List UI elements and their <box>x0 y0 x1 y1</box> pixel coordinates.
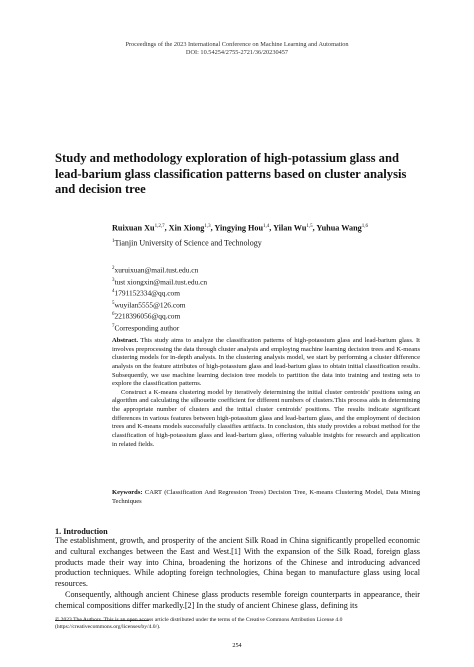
introduction-body <box>55 536 420 611</box>
email-marker: 3 <box>112 277 115 283</box>
corresponding-author-text: Corresponding author <box>114 323 180 333</box>
email-marker: 2 <box>112 266 115 271</box>
email-link[interactable]: 2218396056@qq.com <box>114 311 181 321</box>
author-name: Yuhua Wang <box>316 223 362 233</box>
author-affiliation-marker: 1,2,7 <box>154 224 165 229</box>
email-line <box>112 276 207 288</box>
page-number: 254 <box>232 642 242 649</box>
author-name: Yilan Wu <box>273 223 307 233</box>
license-footnote <box>55 617 420 632</box>
body-paragraph: Consequently, although ancient Chinese glass products resemble foreign counterparts in appearance, their chemical compositions differ markedly.[2] In the study of ancient Chinese glass, defining its <box>55 589 420 610</box>
author-emails <box>112 264 207 333</box>
email-marker: 4 <box>112 289 115 295</box>
email-marker: 6 <box>112 312 115 318</box>
email-link[interactable]: wuyilan5555@126.com <box>114 300 186 310</box>
email-link[interactable]: tust xiongxin@mail.tust.edu.cn <box>114 277 208 287</box>
email-line <box>112 287 207 299</box>
author-affiliation-marker: 1,3 <box>204 224 211 229</box>
keywords-label: Keywords: <box>112 489 143 496</box>
email-link[interactable]: xuruixuan@mail.tust.edu.cn <box>114 265 199 275</box>
email-marker: 7 <box>112 323 115 329</box>
paper-title: Study and methodology exploration of high-potassium glass and lead-barium glass classification patterns based on cluster analysis and decision tree <box>55 151 407 196</box>
email-link[interactable]: 1791152334@qq.com <box>114 288 180 298</box>
author-affiliation-marker: 1,5 <box>306 224 313 229</box>
email-marker: 5 <box>112 300 115 306</box>
abstract-text: This study aims to analyze the classification patterns of high-potassium glass and lead-barium glass. It involves preprocessing the data through cluster analysis and employing machine learning decision trees and K-means clustering models for in-depth analysis. In the clustering analysis model, we start by performing a cluster difference analysis on the feature attributes of high-potassium glass and lead-barium glass to obtain initial classification results. Subsequently, we use machine learning decision tree models to partition the data into training and testing sets to explore the classification patterns. <box>112 337 420 388</box>
license-url[interactable]: (https://creativecommons.org/licenses/by/4.0/). <box>55 624 161 631</box>
abstract-paragraph <box>112 337 420 389</box>
license-line: © 2023 The Authors. This is an open access article distributed under the terms of the Creative Commons Attribution License 4.0 <box>55 617 343 623</box>
proceedings-line: Proceedings of the 2023 International Conference on Machine Learning and Automation <box>125 41 349 48</box>
body-paragraph: The establishment, growth, and prosperity of the ancient Silk Road in China significantly propelled economic and cultural exchanges between the East and West.[1] With the expansion of the Silk Road, foreign glass products made their way into China, broadening the horizons of the Chinese and introducing advanced production techniques. While adopting foreign technologies, China began to manufacture glass using local resources. <box>55 536 420 588</box>
affiliation-marker: 1 <box>112 239 115 244</box>
abstract-paragraph: Construct a K-means clustering model by iteratively determining the initial cluster centroids' positions using an algorithm and calculating the silhouette coefficient for different numbers of clusters.This process aids in determining the appropriate number of clusters and the initial cluster centroids' positions. The results indicate significant differences in various features between high-potassium glass and lead-barium glass, and the employment of decision trees and K-means models successfully classifies artifacts. In conclusion, this study provides a robust method for the classification of high-potassium glass and lead-barium glass, offering valuable insights for research and application in related fields. <box>112 388 420 448</box>
email-line <box>112 299 207 311</box>
corresponding-author-note <box>112 322 207 334</box>
author-affiliation-marker: 1,4 <box>263 224 270 229</box>
affiliation-text: Tianjin University of Science and Technology <box>114 238 262 248</box>
abstract <box>112 337 420 449</box>
keywords <box>112 489 420 506</box>
email-line <box>112 264 207 276</box>
section-heading: 1. Introduction <box>55 527 108 536</box>
abstract-label: Abstract. <box>112 337 138 344</box>
doi-line: DOI: 10.54254/2755-2721/36/20230457 <box>185 49 289 56</box>
email-line <box>112 310 207 322</box>
author-name: Yingying Hou <box>214 223 264 233</box>
author-name: Xin Xiong <box>168 223 205 233</box>
keywords-text: CART (Classification And Regression Trees) Decision Tree, K-means Clustering Model, Data Mining Techniques <box>112 489 420 505</box>
author-list: Ruixuan Xu$^{1,2,7}$, Xin Xiong$^{1,3}$, Yingying Hou$^{1,4}$, Yilan Wu$^{1,5}$, Yuhua Wang$^{1,6}$ <box>112 223 368 233</box>
running-head <box>0 41 474 57</box>
author-name: Ruixuan Xu <box>112 223 155 233</box>
affiliation <box>112 237 262 249</box>
author-affiliation-marker: 1,6 <box>361 224 368 229</box>
